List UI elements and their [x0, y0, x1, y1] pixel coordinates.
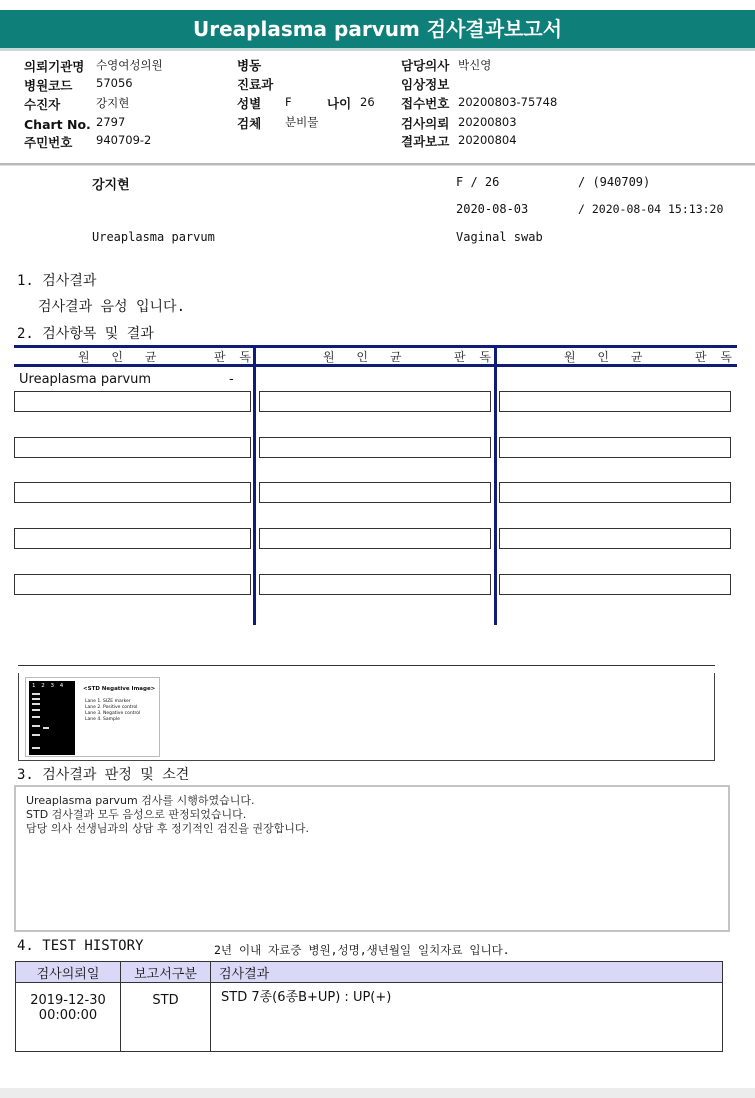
- result-cell: [14, 482, 251, 503]
- history-header-row: [16, 962, 723, 983]
- result-cell: [499, 482, 731, 503]
- gel-legend: Lane 1. SIZE marker Lane 2. Positive control Lane 3. Negative control Lane 4. Sample: [85, 699, 141, 722]
- history-col-date: 검사의뢰일: [16, 962, 121, 983]
- gel-electrophoresis-image: [29, 681, 75, 755]
- history-time: 00:00:00: [38, 1008, 98, 1023]
- result-cell: [259, 528, 491, 549]
- result-cell: [499, 437, 731, 458]
- report-datetime: / 2020-08-04 15:13:20: [578, 202, 724, 216]
- history-table: [15, 961, 723, 1052]
- section3-heading: 3. 검사결과 판정 및 소견: [17, 767, 190, 783]
- specimen-value: 분비물: [285, 115, 319, 129]
- history-date: 2019-12-30: [30, 993, 106, 1008]
- age-label: 나이: [327, 96, 352, 111]
- history-result: STD 7종(6종B+UP) : UP(+): [211, 983, 723, 1052]
- header-info-middle: [237, 56, 387, 151]
- patient-name: 강지현: [92, 178, 130, 193]
- section1-heading: 1. 검사결과: [17, 273, 97, 289]
- sex-label: 성별: [237, 96, 262, 111]
- result-cell: [14, 528, 251, 549]
- info-row: 의뢰기관명 수영여성의원: [24, 58, 163, 74]
- page-footer-bar: [0, 1088, 755, 1098]
- result-cell: [259, 437, 491, 458]
- result-cell: [499, 574, 731, 595]
- pathogen-name: Ureaplasma parvum: [19, 372, 152, 387]
- result-cell: [259, 482, 491, 503]
- col-header-judgement: 판 독: [695, 350, 737, 364]
- info-row: 수진자 강지현: [24, 96, 130, 112]
- image-divider: [18, 665, 715, 666]
- history-note: 2년 이내 자료중 병원,성명,생년월일 일치자료 입니다.: [214, 943, 510, 957]
- ward-label: 병동: [237, 58, 262, 73]
- sex-value: F: [285, 95, 292, 109]
- result-cell: [14, 391, 251, 412]
- result-cell: [259, 574, 491, 595]
- birth-date: / (940709): [578, 175, 651, 189]
- history-type: STD: [121, 983, 211, 1052]
- specimen-label: 검체: [237, 116, 262, 131]
- section4-heading: 4. TEST HISTORY: [17, 938, 144, 954]
- table-col-divider: [253, 345, 256, 625]
- result-cell: [14, 437, 251, 458]
- history-col-result: 검사결과: [211, 962, 723, 983]
- history-col-type: 보고서구분: [121, 962, 211, 983]
- lane-numbers: 1 2 3 4: [32, 683, 66, 689]
- result-cell: [499, 528, 731, 549]
- result-cell: [499, 391, 731, 412]
- info-row: Chart No. 2797: [24, 115, 126, 132]
- test-name: Ureaplasma parvum: [92, 230, 215, 244]
- pathogen-result: -: [229, 372, 234, 387]
- header-info-right: 담당의사 박신영 임상정보 접수번호 20200803-75748 검사의뢰 20200803 결과보고 20200804: [401, 58, 558, 149]
- gel-image-title: <STD Negative Image>: [83, 686, 156, 692]
- opinion-line: Ureaplasma parvum 검사를 시행하였습니다.: [26, 794, 255, 807]
- age-value: 26: [360, 95, 375, 109]
- result-cell: [14, 574, 251, 595]
- section2-heading: 2. 검사항목 및 결과: [17, 326, 154, 342]
- col-header-pathogen: 원 인 균: [323, 350, 411, 364]
- result-cell: [259, 391, 491, 412]
- table-col-divider: [494, 345, 497, 625]
- info-row: 주민번호 940709-2: [24, 133, 152, 150]
- col-header-judgement: 판 독: [454, 350, 496, 364]
- dept-label: 진료과: [237, 77, 274, 92]
- received-date: 2020-08-03: [456, 202, 529, 216]
- table-row: [16, 983, 723, 1052]
- opinion-box: [14, 785, 730, 932]
- opinion-line: 담당 의사 선생님과의 상담 후 정기적인 검진을 권장합니다.: [26, 822, 309, 835]
- info-row: 병원코드 57056: [24, 76, 133, 93]
- sample-type: Vaginal swab: [456, 230, 543, 244]
- section1-result: 검사결과 음성 입니다.: [38, 299, 186, 315]
- history-date-cell: [16, 983, 121, 1052]
- report-title: Ureaplasma parvum 검사결과보고서: [0, 10, 755, 51]
- col-header-judgement: 판 독: [214, 350, 256, 364]
- opinion-line: STD 검사결과 모두 음성으로 판정되었습니다.: [26, 808, 247, 821]
- header-divider-light: [0, 165, 755, 166]
- col-header-pathogen: 원 인 균: [78, 350, 166, 364]
- sex-age: F / 26: [456, 175, 500, 189]
- col-header-pathogen: 원 인 균: [564, 350, 652, 364]
